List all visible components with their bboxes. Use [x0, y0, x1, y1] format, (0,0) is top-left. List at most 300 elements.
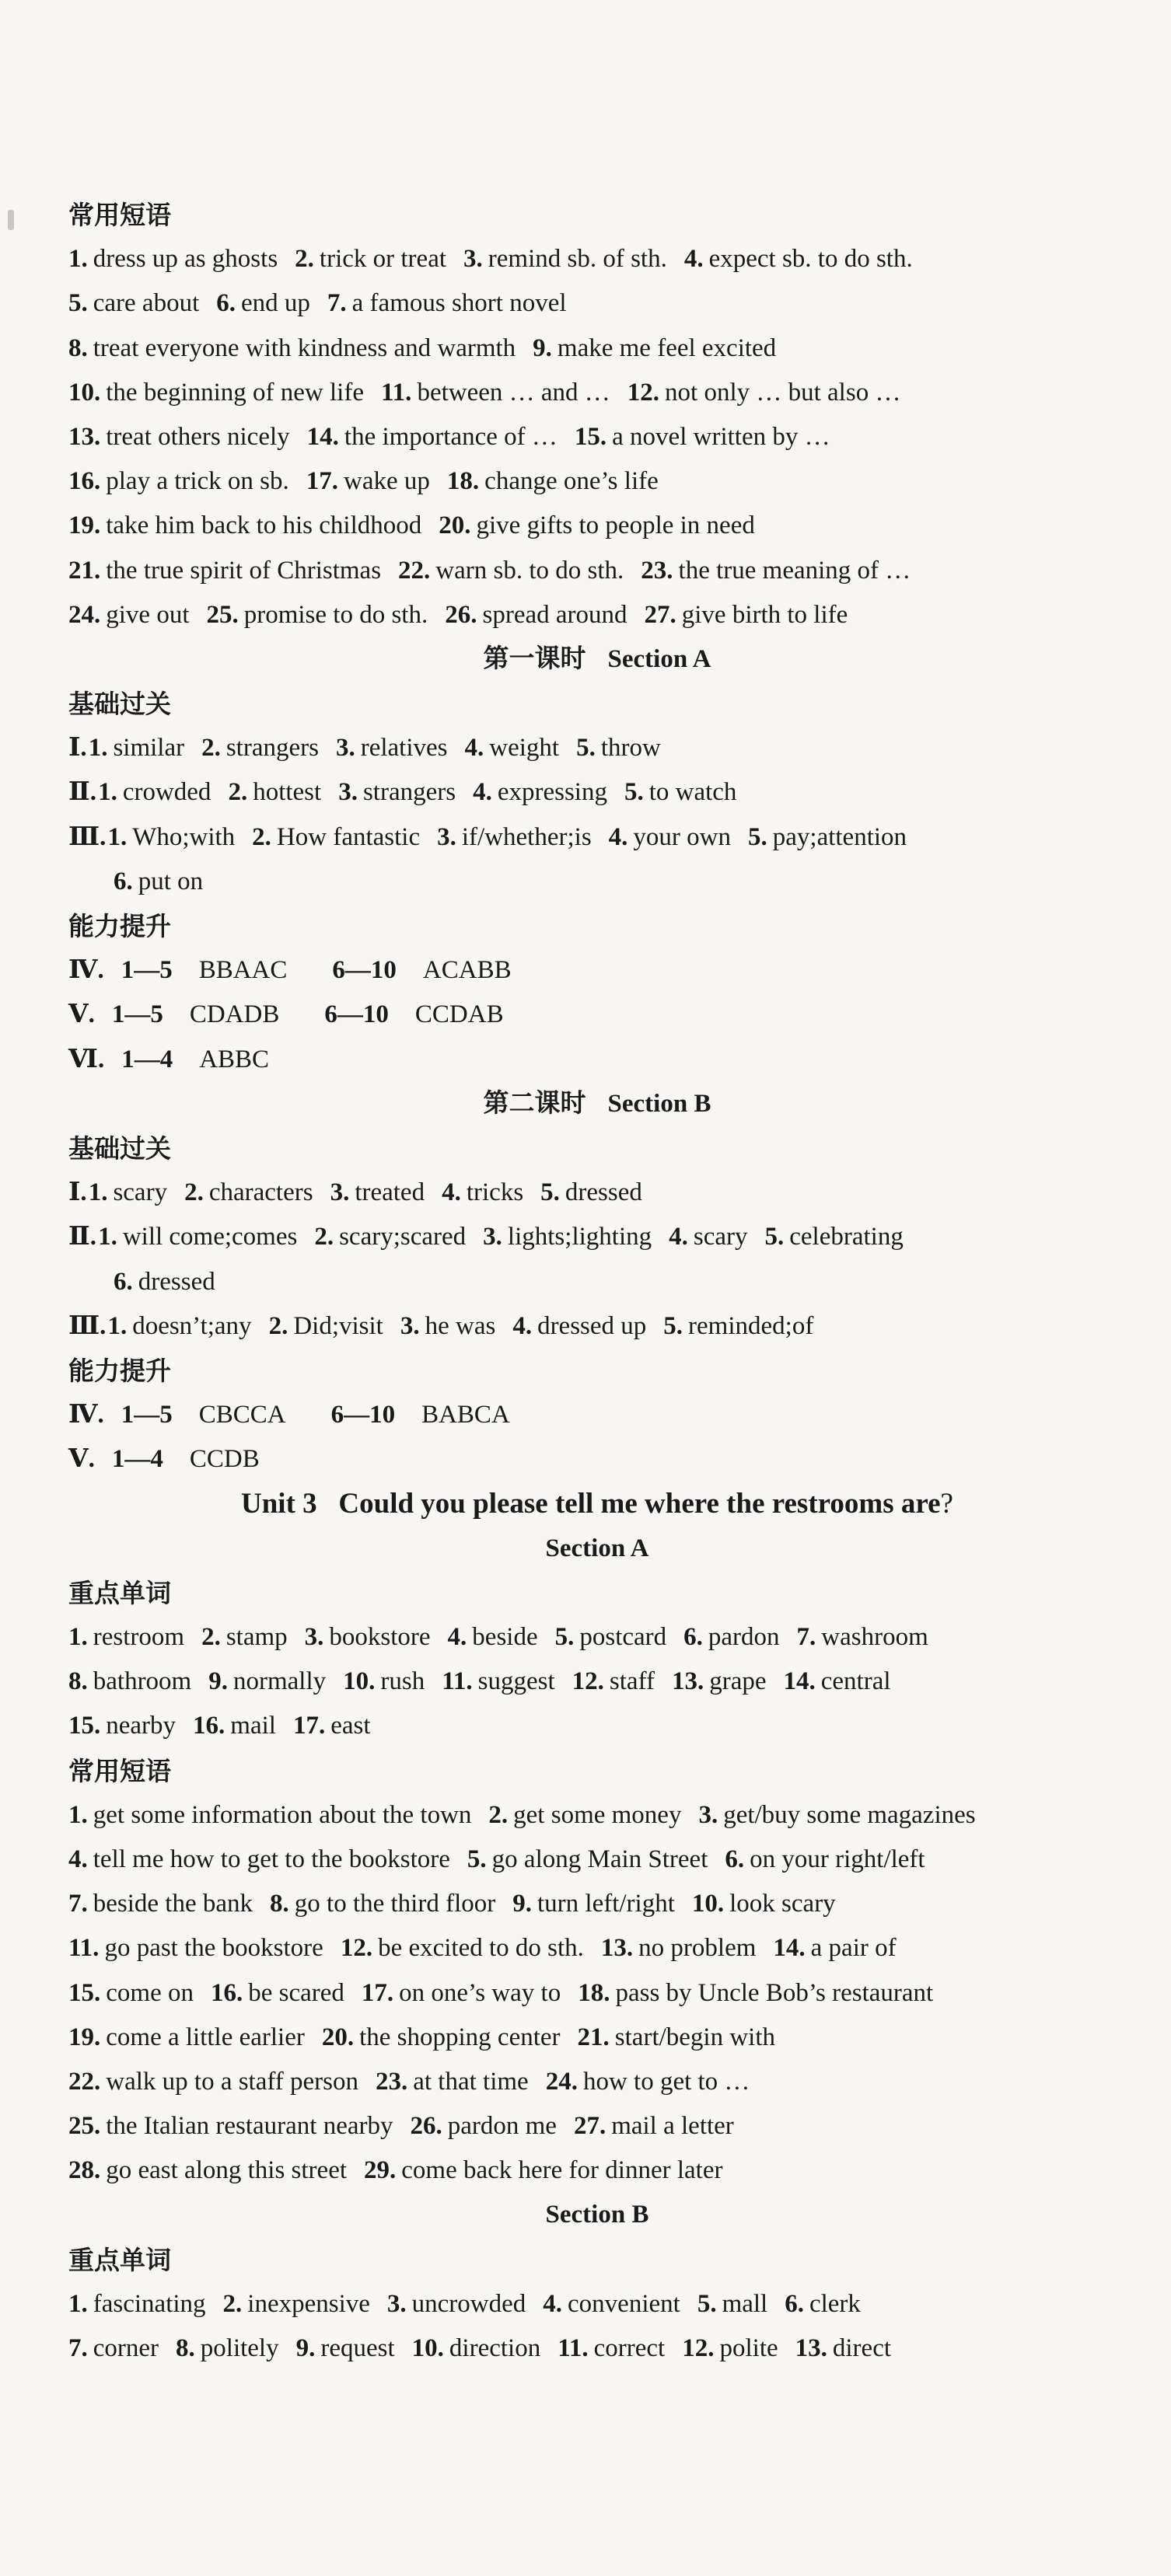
answer-line [68, 770, 1126, 815]
item-number: 5. [576, 734, 596, 763]
heading-common-phrases: 常用短语 [68, 200, 171, 230]
answer-item [575, 423, 830, 451]
answer-item [609, 823, 731, 851]
answer-item [68, 1845, 450, 1873]
item-text: staff [609, 1667, 655, 1696]
item-text: change one’s life [484, 467, 659, 496]
heading-ability: 能力提升 [68, 1355, 171, 1386]
item-text: will come;comes [122, 1223, 298, 1251]
choice-answer-group [121, 1038, 297, 1082]
item-text: correct [593, 2334, 666, 2362]
item-text: crowded [122, 778, 211, 807]
item-text: reminded;of [688, 1311, 814, 1340]
item-text: between … and … [417, 378, 610, 407]
choice-letters: ABBC [199, 1045, 270, 1073]
item-number: 5. [554, 1623, 575, 1651]
answer-line [68, 1838, 1126, 1882]
item-text: dressed [138, 1267, 215, 1296]
answer-item [114, 1268, 215, 1296]
item-number: 3. [483, 1223, 502, 1251]
answer-line [68, 1304, 1126, 1349]
item-text: dress up as ghosts [93, 245, 278, 274]
item-text: scary;scared [339, 1223, 467, 1251]
item-text: give birth to life [681, 600, 848, 629]
item-number: 9. [208, 1667, 228, 1696]
answer-item [601, 1934, 756, 1962]
item-number: 18. [446, 467, 480, 496]
answer-item [114, 867, 203, 895]
item-text: treat everyone with kindness and warmth [93, 333, 516, 362]
item-number: 10. [343, 1667, 376, 1696]
item-number: 1. [107, 1311, 128, 1340]
item-number: 20. [321, 2023, 355, 2051]
answer-item [68, 289, 199, 317]
answer-line [68, 2104, 1126, 2148]
answer-item [645, 601, 848, 629]
item-text: suggest [477, 1667, 555, 1696]
answer-item [663, 1312, 813, 1340]
item-number: 3. [330, 1178, 350, 1207]
answer-line [68, 948, 1126, 993]
answer-item [400, 1312, 495, 1340]
answer-item [784, 1667, 891, 1695]
item-text: start/begin with [614, 2023, 776, 2051]
choice-letters: BBAAC [198, 956, 288, 985]
lesson-cn: 第一课时 [483, 644, 586, 673]
item-text: mail a letter [611, 2112, 734, 2141]
unit-3-title [68, 1482, 1126, 1526]
item-number: 7. [327, 289, 347, 318]
answer-item [411, 2112, 557, 2140]
item-text: pass by Uncle Bob’s restaurant [615, 1978, 934, 2007]
item-number: 12. [340, 1934, 373, 1963]
answer-item [683, 1623, 779, 1651]
answer-item [376, 2068, 529, 2096]
answer-item [307, 423, 558, 451]
item-text: characters [208, 1178, 313, 1207]
item-text: on your right/left [750, 1845, 925, 1873]
answer-item [448, 1623, 538, 1651]
answer-item [578, 2023, 775, 2051]
item-text: expressing [497, 778, 607, 807]
answer-item [68, 379, 364, 407]
item-number: 5. [68, 289, 88, 318]
item-text: inexpensive [247, 2289, 370, 2318]
answer-item [641, 557, 911, 585]
item-number: 4. [442, 1178, 461, 1207]
item-number: 3. [698, 1800, 718, 1829]
item-number: 8. [270, 1890, 289, 1918]
heading-ability: 能力提升 [68, 911, 171, 941]
item-number: 9. [512, 1890, 532, 1918]
item-number: 1. [88, 1178, 108, 1207]
item-text: stamp [225, 1623, 288, 1651]
unit-title-qmark: ? [940, 1488, 953, 1520]
item-text: not only … but also … [665, 378, 901, 407]
item-number: 16. [210, 1978, 243, 2007]
answer-line [68, 2326, 1126, 2371]
answer-item [201, 1623, 288, 1651]
answer-item [465, 734, 560, 762]
item-number: 29. [364, 2156, 397, 2185]
choice-answer-group [324, 993, 531, 1037]
answer-item [269, 1312, 383, 1340]
item-text: pay;attention [772, 822, 907, 851]
answer-item [773, 1934, 896, 1962]
answer-line [68, 1926, 1126, 1970]
choice-letters: CCDB [189, 1445, 260, 1474]
answer-item [68, 557, 381, 585]
item-number: 6. [114, 1267, 133, 1296]
section-b-title: Section B [545, 2201, 649, 2229]
item-text: convenient [568, 2289, 680, 2318]
answer-item [206, 601, 428, 629]
lesson-section: Section A [607, 644, 711, 673]
answer-item [68, 1979, 194, 2007]
item-text: corner [93, 2334, 159, 2362]
answer-item [437, 823, 592, 851]
item-number: 24. [545, 2067, 578, 2096]
item-number: 13. [68, 422, 101, 451]
item-text: the beginning of new life [106, 378, 364, 407]
answer-line [68, 504, 1126, 548]
answer-item [684, 245, 913, 273]
item-number: 3. [463, 245, 483, 274]
item-text: turn left/right [537, 1890, 675, 1918]
item-number: 3. [386, 2289, 407, 2318]
answer-line [68, 1215, 1126, 1259]
item-number: 22. [68, 2067, 101, 2096]
answer-item [576, 734, 661, 762]
answer-line [68, 1660, 1126, 1704]
answer-item [201, 734, 319, 762]
choice-answer-group [121, 948, 316, 993]
answer-item [327, 289, 567, 317]
item-text: your own [633, 822, 731, 851]
item-text: rush [380, 1667, 425, 1696]
scan-mark [8, 210, 14, 230]
roman-numeral: Ⅳ. [68, 1401, 104, 1429]
item-text: central [820, 1667, 891, 1696]
item-text: a pair of [810, 1934, 897, 1963]
item-text: politely [200, 2334, 279, 2362]
item-text: expect sb. to do sth. [708, 245, 913, 274]
item-text: come on [106, 1978, 194, 2007]
answer-line [68, 281, 1126, 326]
item-number: 2. [488, 1800, 509, 1829]
item-text: washroom [821, 1623, 928, 1651]
item-number: 14. [783, 1667, 816, 1696]
answer-item [797, 1623, 928, 1651]
item-text: beside [472, 1623, 538, 1651]
item-text: lights;lighting [507, 1223, 652, 1251]
item-text: care about [93, 289, 200, 318]
answer-item [68, 334, 516, 362]
item-text: scary [693, 1223, 748, 1251]
item-number: 19. [68, 2023, 101, 2051]
answer-line [68, 549, 1126, 593]
item-text: remind sb. of sth. [488, 245, 667, 274]
item-number: 2. [228, 778, 248, 807]
item-text: on one’s way to [399, 1978, 561, 2007]
item-number: 5. [764, 1223, 785, 1251]
answer-line [68, 726, 1126, 770]
item-text: come a little earlier [106, 2023, 305, 2051]
roman-numeral: Ⅵ. [68, 1045, 105, 1073]
answer-item [483, 1223, 652, 1251]
item-text: direct [832, 2334, 892, 2362]
item-number: 11. [381, 378, 412, 407]
answer-item [445, 601, 627, 629]
item-text: to watch [648, 778, 737, 807]
answer-item [68, 1934, 323, 1962]
answer-line [68, 1437, 1126, 1482]
choice-answer-group [331, 1393, 538, 1437]
answer-item [68, 1801, 471, 1829]
item-number: 1. [68, 245, 88, 274]
item-number: 17. [361, 1978, 394, 2007]
roman-numeral: Ⅱ. [68, 1223, 97, 1251]
answer-item [330, 1178, 425, 1206]
choice-range: 1—4 [111, 1445, 163, 1474]
answer-item [442, 1667, 554, 1695]
answer-item [68, 2156, 347, 2184]
answer-line [68, 815, 1126, 860]
item-number: 12. [627, 378, 660, 407]
item-number: 24. [68, 600, 101, 629]
answer-line [68, 326, 1126, 371]
item-number: 2. [201, 1623, 221, 1651]
item-text: similar [113, 734, 185, 763]
choice-range: 6—10 [332, 956, 397, 985]
answer-item [306, 467, 430, 495]
choice-answer-group [121, 1393, 314, 1437]
item-text: the true spirit of Christmas [106, 556, 382, 585]
answer-item [96, 778, 211, 806]
roman-numeral: Ⅰ. [68, 1178, 87, 1207]
answer-item [68, 1712, 176, 1740]
item-number: 7. [68, 2334, 88, 2362]
answer-item [68, 245, 278, 273]
answer-item [669, 1223, 747, 1251]
answer-line [68, 2060, 1126, 2104]
item-number: 1. [98, 778, 117, 807]
answer-item [672, 1667, 767, 1695]
answer-line [68, 593, 1126, 637]
answer-line [68, 2016, 1126, 2060]
item-number: 22. [398, 556, 431, 585]
item-number: 4. [608, 822, 628, 851]
answer-item [412, 2334, 541, 2362]
answer-item [223, 2290, 370, 2318]
answer-item [698, 1801, 975, 1829]
answer-item [270, 1890, 495, 1918]
item-number: 4. [464, 734, 484, 763]
answer-item [211, 1979, 344, 2007]
item-number: 13. [795, 2334, 827, 2362]
item-number: 12. [682, 2334, 715, 2362]
section-a-title: Section A [545, 1534, 649, 1562]
item-number: 2. [295, 245, 314, 274]
item-number: 21. [68, 556, 101, 585]
item-number: 11. [558, 2334, 589, 2362]
item-text: dressed up [537, 1311, 647, 1340]
item-text: be scared [248, 1978, 344, 2007]
item-number: 25. [206, 600, 239, 629]
item-number: 20. [439, 511, 471, 540]
item-number: 4. [512, 1311, 533, 1340]
choice-range: 6—10 [330, 1401, 396, 1429]
answer-item [208, 1667, 326, 1695]
item-number: 6. [683, 1623, 703, 1651]
item-text: beside the bank [93, 1890, 253, 1918]
choice-range: 1—5 [121, 956, 173, 985]
item-text: go to the third floor [294, 1890, 496, 1918]
answer-item [336, 734, 448, 762]
item-text: restroom [93, 1623, 185, 1651]
item-number: 6. [785, 2289, 804, 2318]
item-text: walk up to a staff person [106, 2067, 358, 2096]
item-text: go east along this street [106, 2156, 348, 2185]
item-text: get/buy some magazines [723, 1800, 976, 1829]
roman-numeral: Ⅲ. [68, 822, 107, 851]
item-number: 8. [68, 333, 88, 362]
item-number: 5. [467, 1845, 487, 1873]
answer-line [68, 415, 1126, 459]
answer-item [293, 1712, 371, 1740]
lesson-section: Section B [607, 1089, 711, 1118]
item-text: no problem [638, 1934, 757, 1963]
item-number: 21. [577, 2023, 610, 2051]
item-text: throw [600, 734, 661, 763]
answer-item [343, 1667, 425, 1695]
answer-item [748, 823, 907, 851]
item-number: 2. [222, 2289, 243, 2318]
item-number: 1. [88, 734, 108, 763]
answer-line [68, 1393, 1126, 1437]
roman-numeral: Ⅴ. [68, 1445, 95, 1474]
item-text: pardon [708, 1623, 780, 1651]
item-number: 4. [447, 1623, 467, 1651]
item-number: 1. [68, 1800, 88, 1829]
item-text: normally [232, 1667, 327, 1696]
item-text: mail [230, 1712, 276, 1740]
lesson-1-title [68, 637, 1126, 682]
answer-item [68, 2334, 159, 2362]
item-number: 27. [644, 600, 676, 629]
item-text: nearby [106, 1712, 177, 1740]
item-number: 1. [98, 1223, 117, 1251]
item-text: come back here for dinner later [401, 2156, 723, 2185]
choice-range: 1—5 [111, 1000, 163, 1029]
choice-answer-group [332, 948, 539, 993]
item-text: take him back to his childhood [106, 511, 422, 540]
item-number: 11. [68, 1934, 100, 1963]
item-number: 3. [338, 778, 358, 807]
item-text: uncrowded [411, 2289, 526, 2318]
item-text: wake up [344, 467, 430, 496]
item-number: 5. [624, 778, 644, 807]
item-number: 8. [68, 1667, 88, 1696]
item-number: 17. [292, 1712, 326, 1740]
item-number: 5. [663, 1311, 683, 1340]
item-text: bathroom [93, 1667, 192, 1696]
item-text: how to get to … [582, 2067, 750, 2096]
answer-line [68, 1971, 1126, 2016]
item-number: 2. [268, 1311, 288, 1340]
answer-line [68, 1882, 1126, 1926]
item-number: 9. [295, 2334, 316, 2362]
answer-item [362, 1979, 561, 2007]
item-number: 4. [543, 2289, 563, 2318]
item-text: be excited to do sth. [378, 1934, 584, 1963]
item-text: doesn’t;any [132, 1311, 252, 1340]
answer-line [68, 2282, 1126, 2326]
item-number: 26. [410, 2112, 442, 2141]
choice-letters: CCDAB [414, 1000, 504, 1029]
item-text: postcard [579, 1623, 667, 1651]
answer-item [228, 778, 321, 806]
answer-item [68, 2068, 358, 2096]
item-text: give gifts to people in need [476, 511, 755, 540]
roman-numeral: Ⅴ. [68, 1000, 95, 1029]
answer-item [96, 1223, 297, 1251]
answer-line [68, 459, 1126, 504]
answer-item [558, 2334, 665, 2362]
item-text: make me feel excited [557, 333, 777, 362]
item-number: 15. [68, 1712, 101, 1740]
heading-basic: 基础过关 [68, 1133, 171, 1164]
roman-numeral: Ⅳ. [68, 956, 104, 985]
item-number: 13. [600, 1934, 634, 1963]
answer-item [692, 1890, 836, 1918]
answer-line [68, 2148, 1126, 2193]
item-text: strangers [225, 734, 319, 763]
item-number: 10. [691, 1890, 725, 1918]
answer-line [68, 1793, 1126, 1838]
item-number: 5. [697, 2289, 717, 2318]
item-text: get some information about the town [93, 1800, 472, 1829]
answer-item [68, 2023, 305, 2051]
item-number: 9. [533, 333, 552, 362]
item-number: 2. [252, 822, 271, 851]
choice-range: 1—4 [121, 1045, 173, 1073]
answer-key-content [68, 193, 1126, 2371]
item-text: weight [489, 734, 560, 763]
answer-item [338, 778, 456, 806]
item-number: 2. [201, 734, 221, 763]
item-text: treat others nicely [106, 422, 290, 451]
answer-item [473, 778, 607, 806]
answer-item [305, 1623, 431, 1651]
answer-item [578, 1979, 933, 2007]
item-number: 17. [306, 467, 339, 496]
answer-item [381, 379, 610, 407]
item-number: 28. [68, 2156, 101, 2185]
item-text: get some money [513, 1800, 682, 1829]
item-text: How fantastic [276, 822, 421, 851]
item-text: hottest [253, 778, 322, 807]
item-number: 4. [669, 1223, 688, 1251]
lesson-2-title [68, 1082, 1126, 1126]
item-text: put on [138, 867, 204, 895]
answer-item [795, 2334, 891, 2362]
answer-item [546, 2068, 750, 2096]
answer-line [68, 993, 1126, 1037]
item-number: 14. [773, 1934, 806, 1963]
item-text: request [320, 2334, 395, 2362]
item-text: tricks [466, 1178, 524, 1207]
